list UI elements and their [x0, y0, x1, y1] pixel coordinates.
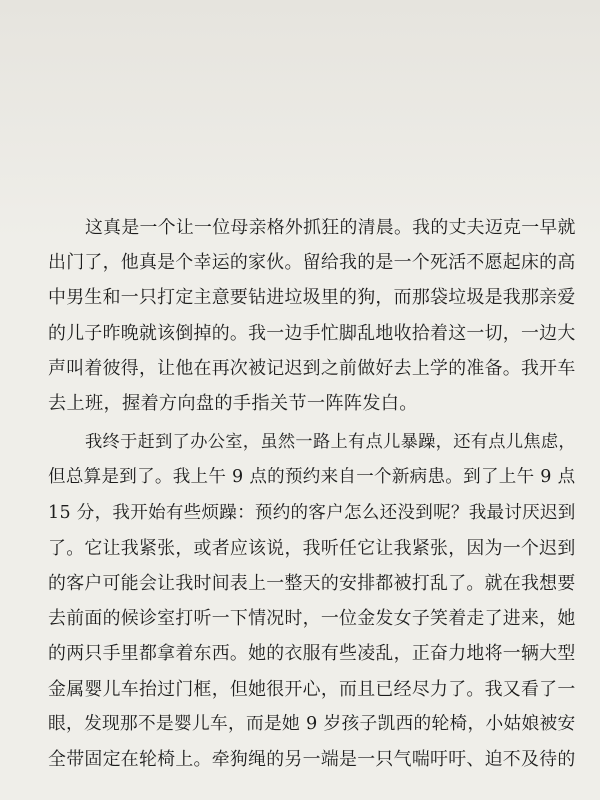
text-line: 中男生和一只打定主意要钻进垃圾里的狗，而那袋垃圾是我那亲爱 [48, 287, 576, 309]
text-line: 去前面的候诊室打听一下情况时，一位金发女子笑着走了进来，她 [48, 608, 576, 630]
text-line: 出门了，他真是个幸运的家伙。留给我的是一个死活不愿起床的高 [48, 252, 576, 274]
text-line: 但总算是到了。我上午 9 点的预约来自一个新病患。到了上午 9 点 [48, 467, 576, 488]
bleed-through-text [38, 0, 580, 205]
text-line: 的儿子昨晚就该倒掉的。我一边手忙脚乱地收拾着这一切，一边大 [48, 322, 576, 344]
paragraph-2 [48, 425, 578, 777]
text-line: 了。它让我紧张，或者应该说，我听任它让我紧张，因为一个迟到 [48, 537, 576, 559]
text-line: 这真是一个让一位母亲格外抓狂的清晨。我的丈夫迈克一早就 [85, 217, 576, 238]
text-line: 金属婴儿车抬过门框，但她很开心，而且已经尽力了。我又看了一 [48, 678, 576, 700]
text-line: 的两只手里都拿着东西。她的衣服有些凌乱，正奋力地将一辆大型 [48, 643, 576, 665]
text-line: 全带固定在轮椅上。牵狗绳的另一端是一只气喘吁吁、迫不及待的 [48, 749, 576, 771]
text-line: 的客户可能会让我时间表上一整天的安排都被打乱了。就在我想要 [48, 573, 576, 595]
text-line: 眼，发现那不是婴儿车，而是她 9 岁孩子凯西的轮椅，小姑娘被安 [48, 713, 576, 734]
text-line: 声叫着彼得，让他在再次被记迟到之前做好去上学的准备。我开车 [48, 357, 576, 379]
text-line: 去上班，握着方向盘的手指关节一阵阵发白。 [48, 393, 418, 415]
text-line: 我终于赶到了办公室，虽然一路上有点儿暴躁，还有点儿焦虑， [85, 432, 576, 453]
body-text [48, 210, 578, 781]
paragraph-1 [48, 210, 578, 421]
text-line: 15 分，我开始有些烦躁：预约的客户怎么还没到呢？我最讨厌迟到 [48, 502, 576, 523]
